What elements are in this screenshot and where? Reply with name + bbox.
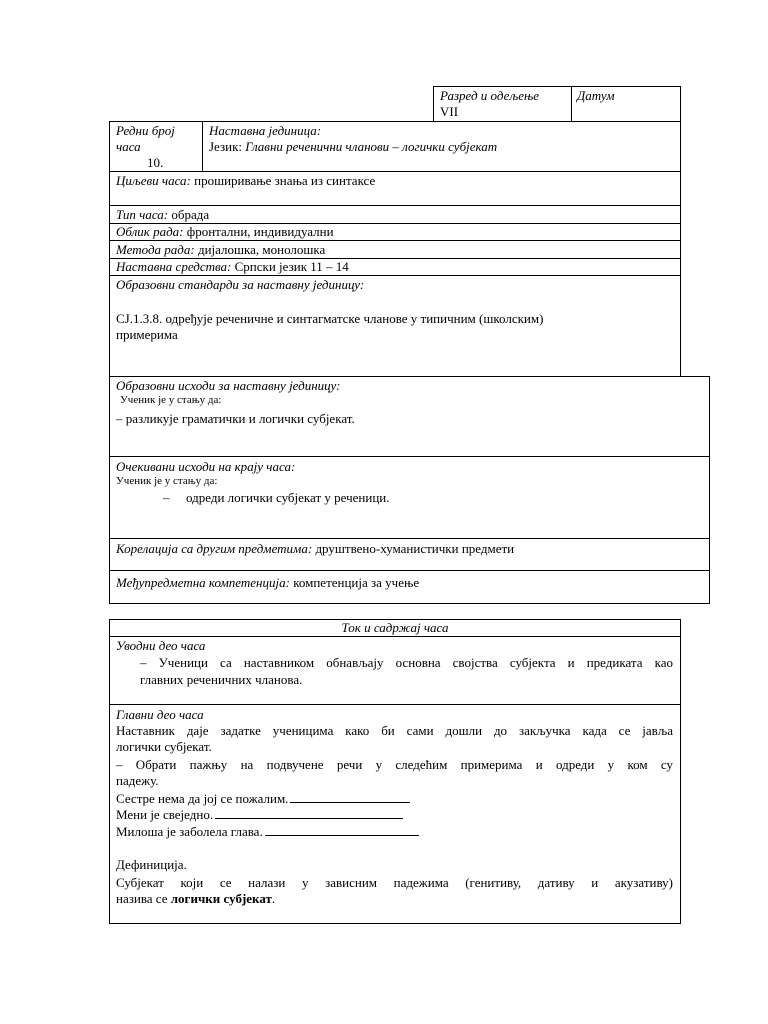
correlation-row — [116, 541, 514, 556]
definition-prefix: назива се — [116, 891, 168, 906]
row-line — [109, 171, 681, 172]
method-row — [116, 242, 325, 257]
definition-line: Субјекат који се налази у зависним падежима (генитиву, дативу и акузативу) — [116, 875, 673, 890]
expected-outcomes-sub: Ученик је у стању да: — [116, 475, 218, 487]
edu-outcomes-sub: Ученик је у стању да: — [120, 394, 222, 406]
flow-header: Ток и садржај часа — [341, 620, 449, 635]
row-line — [109, 570, 710, 571]
row-line — [109, 275, 681, 276]
expected-outcomes-item: одреди логички субјекат у реченици. — [186, 490, 390, 505]
main-label: Главни део часа — [116, 707, 204, 722]
ordinal-label-2: часа — [116, 139, 141, 154]
example-sentence: Мени је свеједно. — [116, 807, 214, 822]
main-line: падежу. — [116, 773, 159, 788]
definition-term: логички субјекат — [170, 891, 272, 906]
unit-value: Главни реченични чланови – логички субјекат — [245, 139, 498, 154]
answer-blank — [290, 790, 410, 803]
type-row — [116, 207, 209, 222]
means-row — [116, 259, 349, 274]
answer-blank — [215, 806, 403, 819]
expected-dash: – — [163, 490, 170, 505]
intro-line: – Ученици са наставником обнављају основна својства субјекта и предиката као — [140, 655, 673, 670]
grade-label: Разред и одељење — [440, 88, 539, 103]
row-line — [109, 240, 681, 241]
answer-blank — [265, 823, 419, 836]
standards-line: СЈ.1.3.8. одређује реченичне и синтагматске чланове у типичним (школским) — [116, 311, 544, 326]
definition-line — [116, 891, 275, 906]
row-line — [109, 636, 681, 637]
form-value: фронтални, индивидуални — [186, 224, 334, 239]
example-sentence: Милоша је заболела глава. — [116, 824, 263, 839]
main-line: Наставник даје задатке ученицима како би сами дошли до закључка када се јавља — [116, 723, 673, 738]
ordinal-label: Редни број — [116, 123, 175, 138]
unit-prefix: Језик: — [209, 139, 243, 154]
form-label: Облик рада: — [116, 224, 184, 239]
unit-label: Наставна јединица: — [209, 123, 322, 138]
means-label: Наставна средства: — [116, 259, 232, 274]
example-sentence: Сестре нема да јој се пожалим. — [116, 791, 289, 806]
competence-value: компетенција за учење — [293, 575, 420, 590]
correlation-value: друштвено-хуманистички предмети — [315, 541, 515, 556]
grade-date-divider — [571, 86, 572, 122]
example-row — [116, 790, 410, 806]
date-label: Датум — [577, 88, 615, 103]
ordinal-divider — [202, 121, 203, 171]
definition-suffix: . — [271, 891, 276, 906]
goals-value: проширивање знања из синтаксе — [194, 173, 376, 188]
row-line — [109, 205, 681, 206]
intro-line: главних реченичних чланова. — [140, 672, 303, 687]
means-value: Српски језик 11 – 14 — [234, 259, 349, 274]
example-row — [116, 823, 419, 839]
main-line: – Обрати пажњу на подвучене речи у следећим примерима и одреди у ком су — [116, 757, 673, 772]
grade-value: VII — [440, 104, 459, 119]
row-line — [109, 456, 710, 457]
goals-label: Циљеви часа: — [116, 173, 191, 188]
row-line — [109, 538, 710, 539]
intro-label: Уводни део часа — [116, 638, 206, 653]
method-label: Метода рада: — [116, 242, 195, 257]
standards-line: примерима — [116, 327, 178, 342]
main-line: логички субјекат. — [116, 739, 212, 754]
type-label: Тип часа: — [116, 207, 169, 222]
definition-label: Дефиниција. — [116, 857, 187, 872]
edu-outcomes-item: – разликује граматички и логички субјекат. — [116, 411, 355, 426]
standards-label: Образовни стандарди за наставну јединицу: — [116, 277, 365, 292]
method-value: дијалошка, монолошка — [197, 242, 326, 257]
expected-outcomes-label: Очекивани исходи на крају часа: — [116, 459, 296, 474]
goals-row — [116, 173, 375, 188]
row-line — [109, 704, 681, 705]
competence-label: Међупредметна компетенција: — [116, 575, 290, 590]
type-value: обрада — [171, 207, 210, 222]
ordinal-value: 10. — [147, 155, 164, 170]
example-row — [116, 806, 403, 822]
correlation-label: Корелација са другим предметима: — [116, 541, 313, 556]
unit-title — [209, 139, 497, 154]
competence-row — [116, 575, 419, 590]
edu-outcomes-label: Образовни исходи за наставну јединицу: — [116, 378, 341, 393]
form-row — [116, 224, 334, 239]
